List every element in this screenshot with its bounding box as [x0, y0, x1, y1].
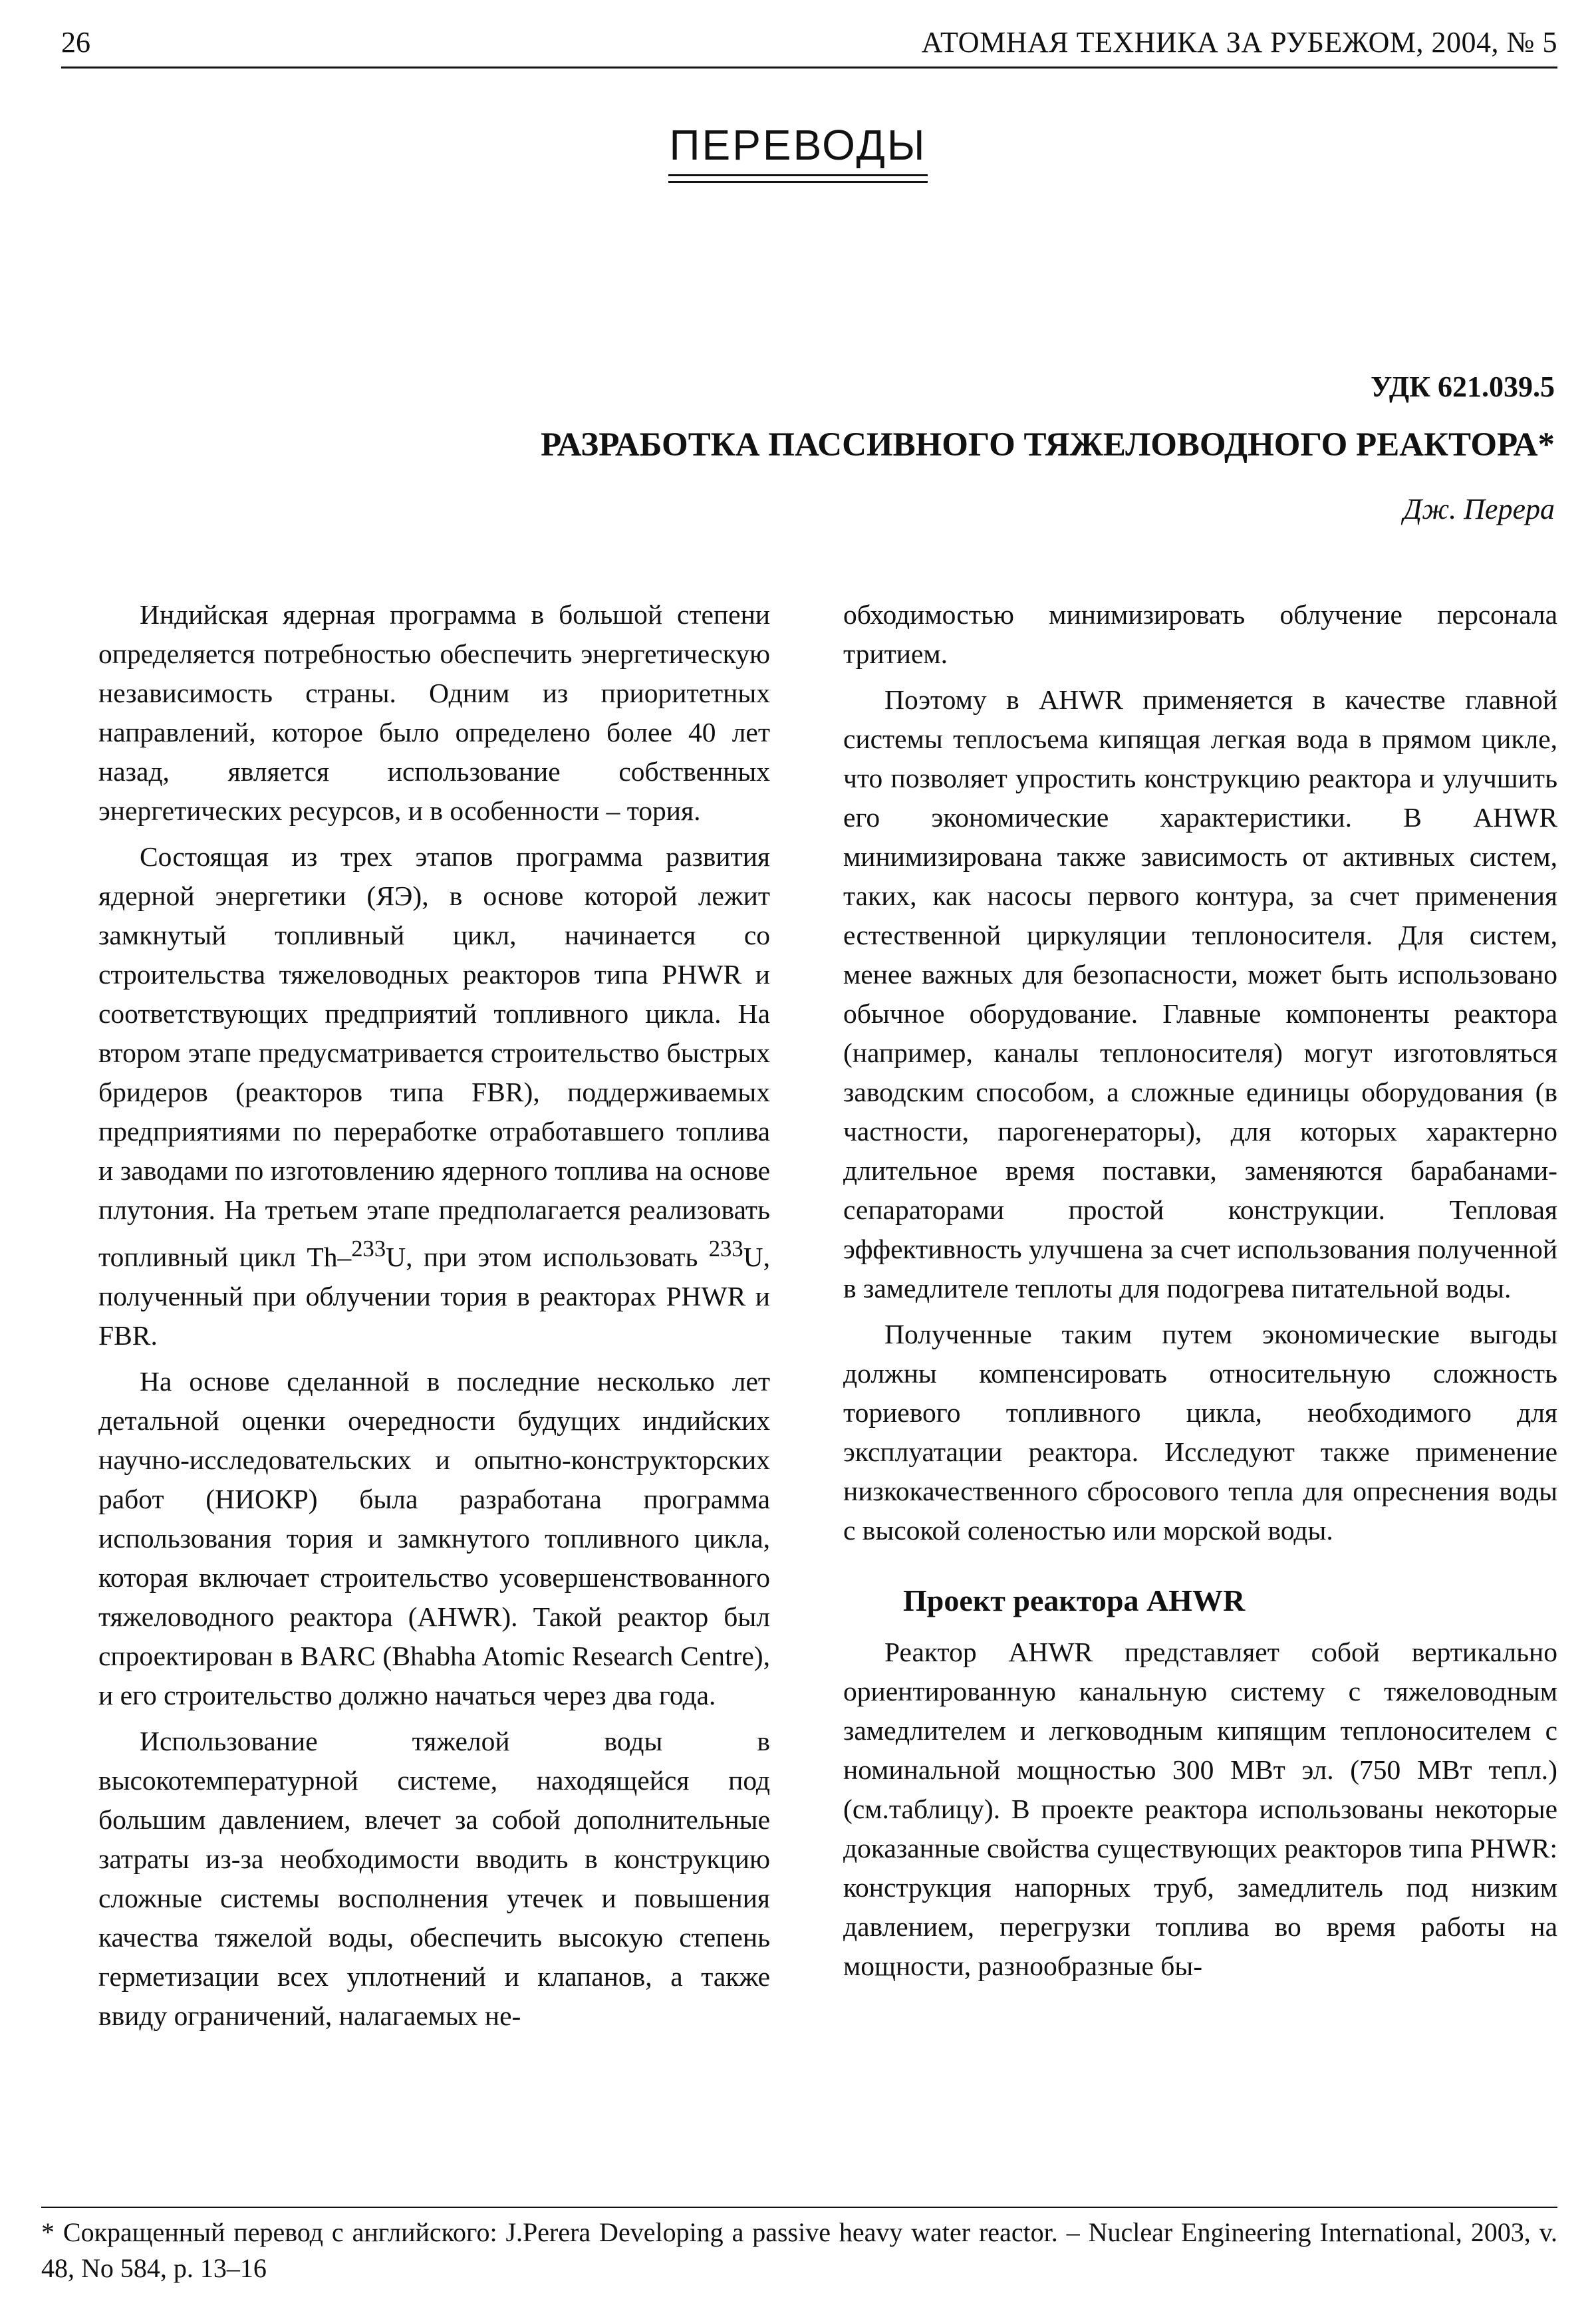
article-author: Дж. Перера [1403, 493, 1555, 525]
journal-title: АТОМНАЯ ТЕХНИКА ЗА РУБЕЖОМ, 2004, № 5 [921, 26, 1557, 59]
paragraph: Поэтому в AHWR применяется в качестве главной системы теплосъема кипящая легкая вода в прямом цикле, что позволяет упростить конструкцию реактора и улучшить его экономические характеристики. В AHWR минимизирована также зависимость от активных систем, таких, как насосы первого контура, за счет применения естественной циркуляции теплоносителя. Для систем, менее важных для безопасности, может быть использовано обычное оборудование. Главные компоненты реактора (например, каналы теплоносителя) могут изготовляться заводским способом, а сложные единицы оборудования (в частности, парогенераторы), для которых характерно длительное время поставки, заменяются барабанами-сепараторами простой конструкции. Тепловая эффективность улучшена за счет использования полученной в замедлителе теплоты для подогрева питательной воды. [843, 684, 1557, 1303]
paragraph: Использование тяжелой воды в высокотемпературной системе, находящейся под большим давлением, влечет за собой дополнительные затраты из-за необходимости вводить в конструкцию сложные системы восполнения утечек и повышения качества тяжелой воды, обеспечить высокую степень герметизации всех уплотнений и клапанов, а также ввиду ограничений, налагаемых не- [98, 1725, 770, 2031]
superscript: 233 [351, 1236, 386, 1262]
superscript: 233 [708, 1236, 743, 1262]
paragraph: На основе сделанной в последние несколько лет детальной оценки очередности будущих индийских научно-исследовательских и опытно-конструкторских работ (НИОКР) была разработана программа использования тория и замкнутого топливного цикла, которая включает строительство усовершенствованного тяжеловодного реактора (AHWR). Такой реактор был спроектирован в BARC (Bhabha Atomic Research Centre), и его строительство должно начаться через два года. [98, 1365, 770, 1710]
paragraph: обходимостью минимизировать облучение персонала тритием. [843, 599, 1557, 669]
article-title: РАЗРАБОТКА ПАССИВНОГО ТЯЖЕЛОВОДНОГО РЕАКТОРА* [541, 426, 1555, 464]
subsection-heading: Проект реактора AHWR [903, 1583, 1246, 1617]
section-underline-top [668, 174, 928, 176]
footnote: * Сокращенный перевод с английского: J.Perera Developing a passive heavy water reactor. – Nuclear Engineering International, 2003, v. 48, No 584, p. 13–16 [41, 2217, 1557, 2283]
paragraph: Полученные таким путем экономические выгоды должны компенсировать относительную сложность ториевого топливного цикла, необходимого для эксплуатации реактора. Исследуют также применение низкокачественного сбросового тепла для опреснения воды с высокой соленостью или морской воды. [843, 1319, 1557, 1546]
paragraph: Реактор AHWR представляет собой вертикально ориентированную канальную систему с тяжеловодным замедлителем и легководным кипящим теплоносителем с номинальной мощностью 300 МВт эл. (750 МВт тепл.) (см.таблицу). В проекте реактора использованы некоторые доказанные свойства существующих реакторов типа PHWR: конструкция напорных труб, замедлитель под низким давлением, перегрузки топлива во время работы на мощности, разнообразные бы- [843, 1637, 1557, 1981]
paragraph: Индийская ядерная программа в большой степени определяется потребностью обеспечить энергетическую независимость страны. Одним из приоритетных направлений, которое было определено более 40 лет назад, является использование собственных энергетических ресурсов, и в особенности – тория. [98, 599, 770, 826]
paragraph-text: U, полученный при облучении тория в реакторах PHWR и FBR. [98, 1241, 770, 1351]
left-column [98, 595, 770, 2042]
paragraph-text: Состоящая из трех этапов программа развития ядерной энергетики (ЯЭ), в основе которой лежит замкнутый топливный цикл, начинается со строительства тяжеловодных реакторов типа PHWR и соответствующих предприятий топливного цикла. На втором этапе предусматривается строительство быстрых бридеров (реакторов типа FBR), поддерживаемых предприятиями по переработке отработавшего топлива и заводами по изготовлению ядерного топлива на основе плутония. На третьем этапе предполагается реализовать топливный цикл Th– [98, 841, 770, 1272]
udk-code: УДК 621.039.5 [1370, 370, 1555, 403]
right-column [843, 595, 1557, 1992]
paragraph-text: U, при этом использовать [386, 1241, 709, 1272]
paragraph [98, 837, 770, 1355]
footnote-rule [41, 2207, 1557, 2208]
running-header [61, 20, 1557, 65]
header-rule [61, 67, 1557, 68]
section-underline-bottom [668, 181, 928, 183]
page-number: 26 [61, 26, 90, 59]
section-title: ПЕРЕВОДЫ [669, 121, 927, 169]
